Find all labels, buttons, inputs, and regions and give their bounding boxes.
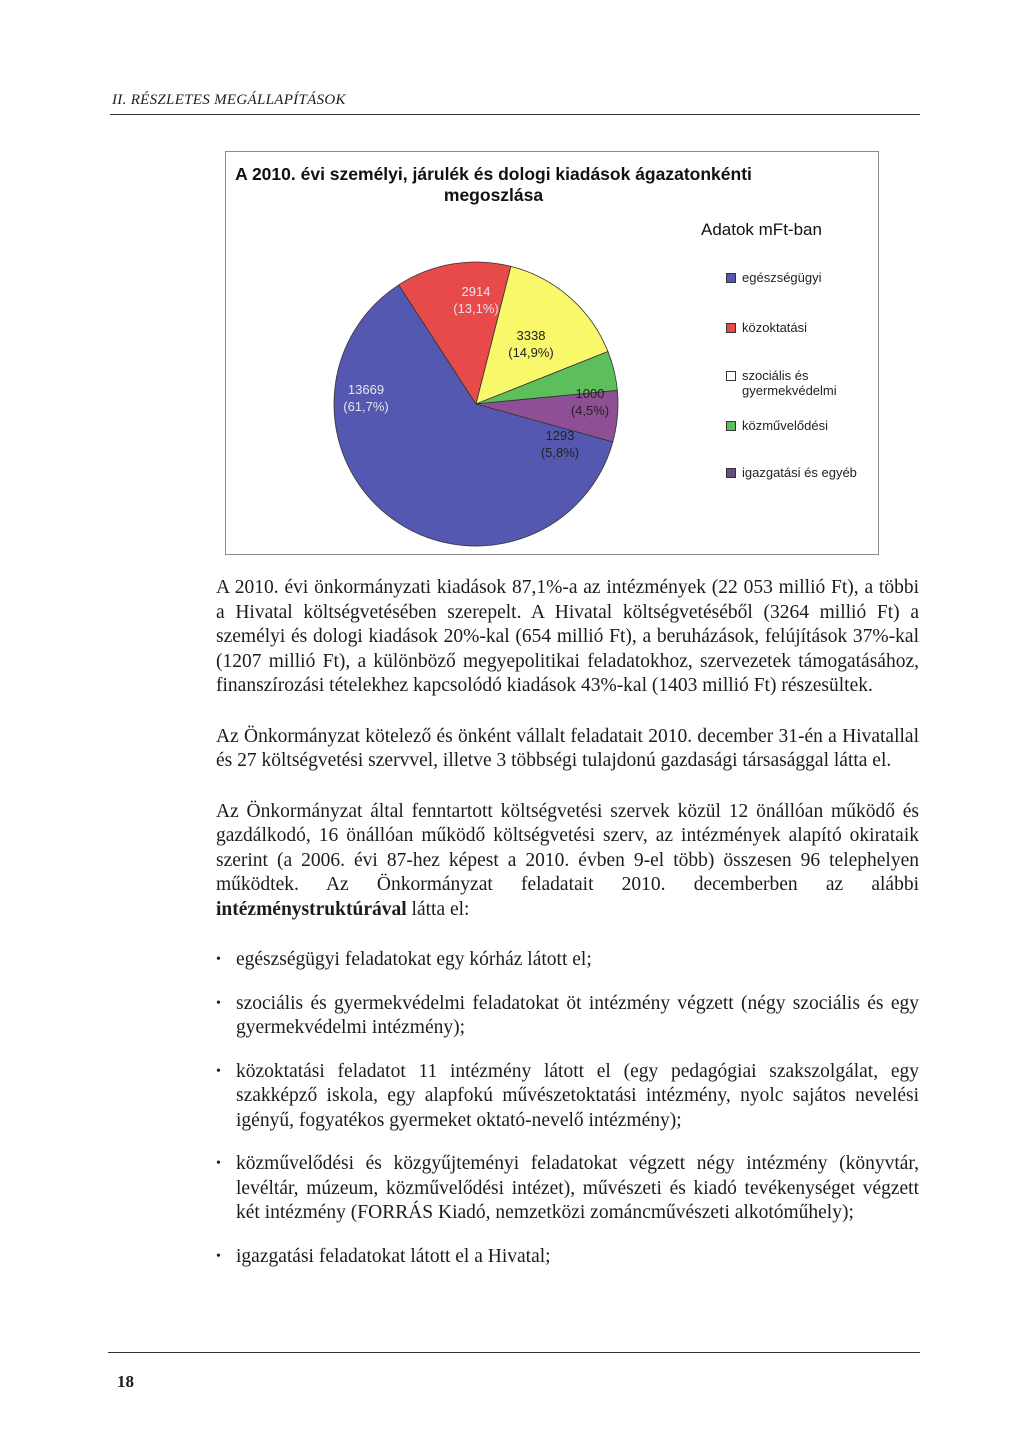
legend-label: igazgatási és egyéb [742, 465, 857, 480]
legend-item-kozmuvelodesi [726, 418, 876, 433]
legend-swatch [726, 468, 736, 478]
chart-frame [225, 151, 879, 555]
chart-subtitle: Adatok mFt-ban [701, 220, 822, 239]
legend-swatch [726, 273, 736, 283]
list-item: • közművelődési és közgyűjteményi feladatokat végzett négy intézmény (könyvtár, levéltár, múzeum, közművelődési intézet), művészeti és kiadó tevékenységet végzett két intézmény (FORRÁS Kiadó, nemzetközi zománcművészeti alkotóműhely); [216, 1152, 919, 1226]
pie-label-kozmuvelodesi: 1000 (4,5%) [570, 386, 610, 418]
legend-swatch [726, 421, 736, 431]
footer-rule [108, 1352, 920, 1353]
paragraph-3-end: látta el: [406, 898, 470, 920]
header-rule [110, 114, 920, 115]
list-item: • szociális és gyermekvédelmi feladatokat öt intézmény végzett (négy szociális és egy gyermekvédelmi intézmény); [216, 992, 919, 1041]
paragraph-3-bold: intézménystruktúrával [216, 898, 407, 920]
page-number: 18 [117, 1372, 134, 1391]
pie-label-igazgatasi: 1293 (5,8%) [540, 428, 580, 460]
chart-title-line1: A 2010. évi személyi, járulék és dologi kiadások ágazatonkénti [235, 164, 752, 184]
legend-item-kozoktatasi [726, 320, 876, 335]
legend-item-szocialis [726, 368, 836, 398]
legend-label: szociális és gyermekvédelmi [742, 368, 837, 398]
legend-label: egészségügyi [742, 270, 822, 285]
running-header: II. RÉSZLETES MEGÁLLAPÍTÁSOK [112, 92, 346, 108]
pie-label-kozoktatasi: 2914 (13,1%) [453, 284, 499, 316]
chart-title-line2: megoszlása [443, 185, 544, 205]
institution-list [216, 948, 919, 1269]
paragraph-3-start: Az Önkormányzat által fenntartott költségvetési szervek közül 12 önállóan működő és gazdálkodó, 16 önállóan működő költségvetési szerv, az intézmények alapító okirataik szerint (a 2006. évi 87-hez képest a 2010. évben 9-el több) összesen 96 telephelyen működtek. Az Önkormányzat feladatait 2010. decemberben az alábbi [216, 800, 919, 895]
list-item: • közoktatási feladatot 11 intézmény látott el (egy pedagógiai szakszolgálat, egy szakképző iskola, egy alapfokú művészetoktatási intézmény, nyolc sajátos nevelési igényű, fogyatékos gyermeket oktató-nevelő intézmény); [216, 1060, 919, 1134]
body-text [216, 576, 919, 1288]
legend-label: közművelődési [742, 418, 828, 433]
paragraph-1: A 2010. évi önkormányzati kiadások 87,1%-a az intézmények (22 053 millió Ft), a többi a Hivatal költségvetésében szerepelt. A Hivatal költségvetéséből (3264 millió Ft) a személyi és dologi kiadások 20%-kal (654 millió Ft), a beruházások, felújítások 37%-kal (1207 millió Ft), a különböző megyepolitikai feladatokhoz, szervezetek támogatásához, finanszírozási tételekhez kapcsolódó kiadások 43%-kal (1403 millió Ft) részesültek. [216, 577, 919, 696]
legend-swatch [726, 323, 736, 333]
pie-label-szocialis: 3338 (14,9%) [508, 328, 554, 360]
pie-label-egeszsegugyi: 13669 (61,7%) [343, 382, 389, 414]
paragraph-3 [216, 800, 919, 923]
list-item: • egészségügyi feladatokat egy kórház látott el; [216, 948, 919, 973]
legend-swatch [726, 371, 736, 381]
legend-label: közoktatási [742, 320, 808, 335]
list-item: • igazgatási feladatokat látott el a Hivatal; [216, 1245, 919, 1270]
legend-item-igazgatasi [726, 465, 876, 480]
legend-item-egeszsegugyi [726, 270, 876, 285]
paragraph-2: Az Önkormányzat kötelező és önként vállalt feladatait 2010. december 31-én a Hivatallal és 27 költségvetési szervvel, illetve 3 többségi tulajdonú gazdasági társasággal látta el. [216, 725, 919, 771]
pie-chart [226, 152, 878, 554]
